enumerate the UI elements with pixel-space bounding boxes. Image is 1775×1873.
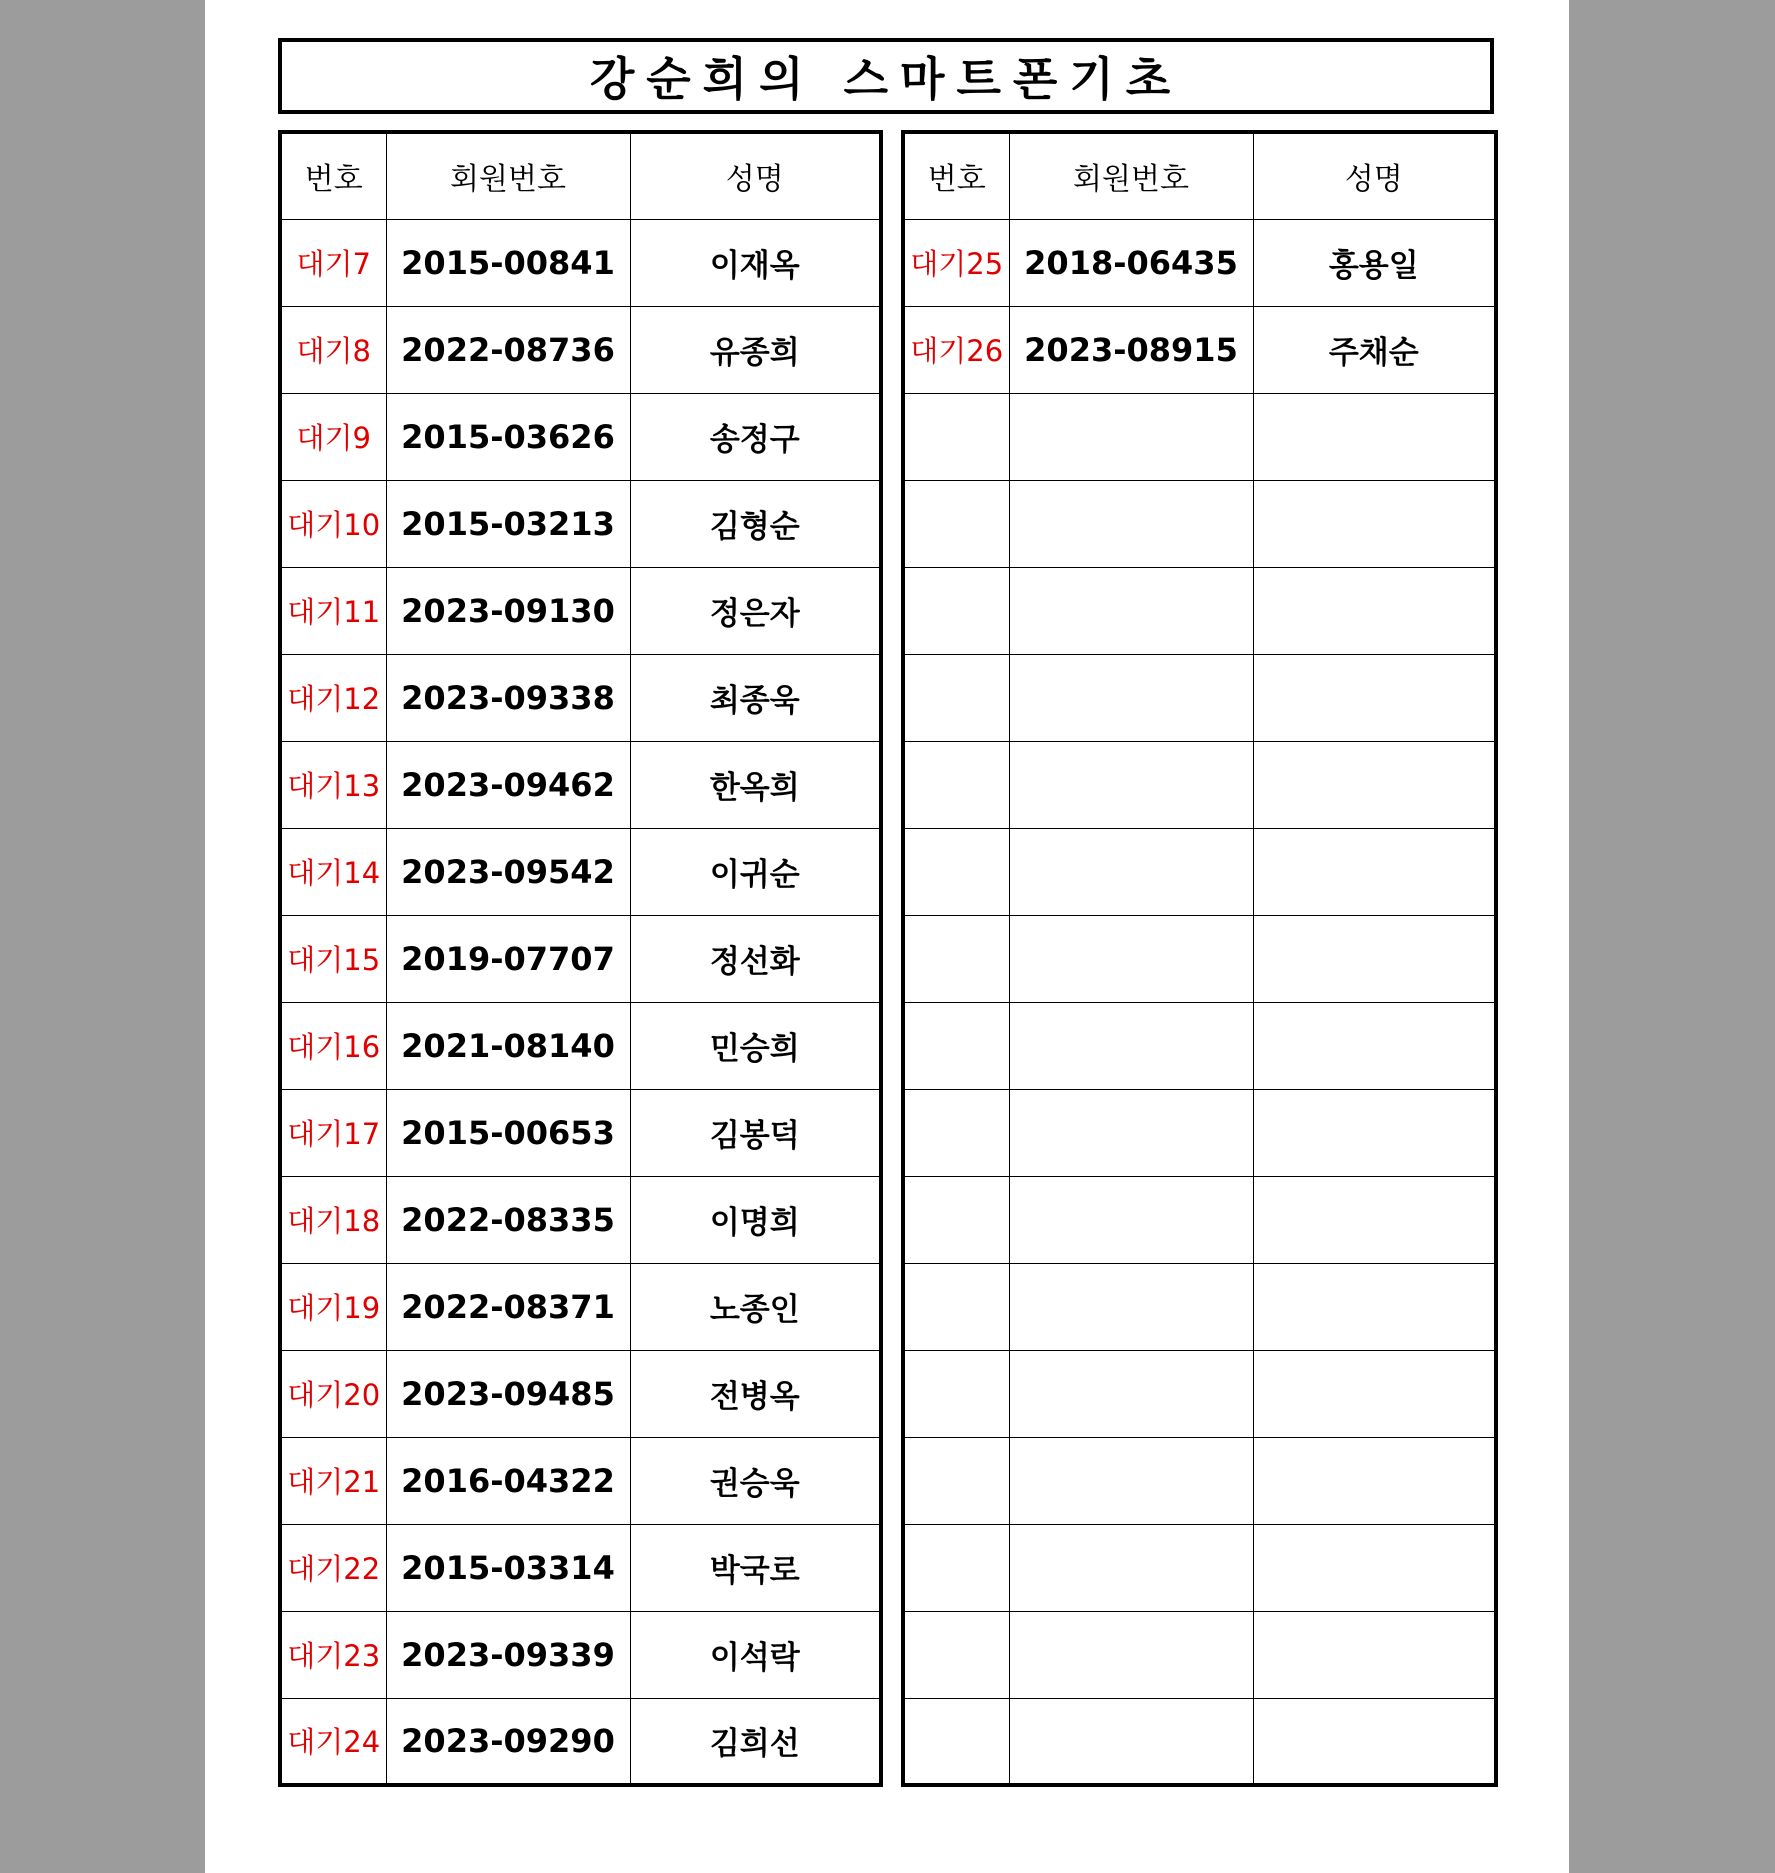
waitlist-number-cell: [903, 567, 1009, 654]
page-title: 강순희의 스마트폰기초: [589, 52, 1183, 106]
waitlist-number-cell: 대기8: [280, 306, 386, 393]
roster-table-right: [901, 130, 1498, 1787]
waitlist-number-cell: [903, 828, 1009, 915]
member-name-cell: 유종희: [630, 306, 881, 393]
waitlist-number-cell: [903, 1437, 1009, 1524]
member-id-cell: 2015-03213: [386, 480, 630, 567]
member-name-cell: 홍용일: [1253, 219, 1496, 306]
member-id-cell: 2023-09339: [386, 1611, 630, 1698]
table-row: [903, 741, 1496, 828]
table-row: [280, 306, 881, 393]
table-row: [280, 915, 881, 1002]
member-id-cell: [1009, 741, 1253, 828]
member-name-cell: 전병옥: [630, 1350, 881, 1437]
table-row: [903, 1437, 1496, 1524]
member-id-cell: [1009, 915, 1253, 1002]
roster-table-left: [278, 130, 883, 1787]
waitlist-number-cell: [903, 1263, 1009, 1350]
member-id-cell: 2022-08371: [386, 1263, 630, 1350]
waitlist-number-cell: 대기17: [280, 1089, 386, 1176]
member-name-cell: [1253, 1002, 1496, 1089]
member-name-cell: 주채순: [1253, 306, 1496, 393]
member-id-cell: [1009, 480, 1253, 567]
header-member-id: 회원번호: [386, 132, 630, 219]
member-name-cell: [1253, 1437, 1496, 1524]
waitlist-number-cell: [903, 1698, 1009, 1785]
table-row: [280, 480, 881, 567]
table-row: [280, 393, 881, 480]
waitlist-number-cell: [903, 654, 1009, 741]
member-name-cell: [1253, 1698, 1496, 1785]
member-id-cell: [1009, 1437, 1253, 1524]
header-member-id: 회원번호: [1009, 132, 1253, 219]
document-page: [205, 0, 1569, 1873]
member-name-cell: 김봉덕: [630, 1089, 881, 1176]
header-row: [903, 132, 1496, 219]
table-row: [280, 1611, 881, 1698]
member-id-cell: 2022-08335: [386, 1176, 630, 1263]
table-row: [280, 1176, 881, 1263]
table-row: [903, 915, 1496, 1002]
member-id-cell: 2015-00653: [386, 1089, 630, 1176]
member-id-cell: [1009, 828, 1253, 915]
member-id-cell: 2023-09485: [386, 1350, 630, 1437]
member-name-cell: [1253, 1350, 1496, 1437]
member-id-cell: [1009, 1089, 1253, 1176]
member-id-cell: 2015-03314: [386, 1524, 630, 1611]
member-name-cell: [1253, 1611, 1496, 1698]
header-no: 번호: [903, 132, 1009, 219]
member-name-cell: [1253, 567, 1496, 654]
waitlist-number-cell: 대기21: [280, 1437, 386, 1524]
member-id-cell: [1009, 567, 1253, 654]
waitlist-number-cell: 대기19: [280, 1263, 386, 1350]
header-row: [280, 132, 881, 219]
member-id-cell: 2023-08915: [1009, 306, 1253, 393]
member-name-cell: [1253, 1176, 1496, 1263]
member-name-cell: 김희선: [630, 1698, 881, 1785]
member-id-cell: [1009, 1263, 1253, 1350]
member-id-cell: [1009, 1176, 1253, 1263]
member-id-cell: 2018-06435: [1009, 219, 1253, 306]
header-name: 성명: [630, 132, 881, 219]
waitlist-number-cell: [903, 1002, 1009, 1089]
member-id-cell: 2023-09542: [386, 828, 630, 915]
title-box: [278, 38, 1494, 114]
member-name-cell: 이재옥: [630, 219, 881, 306]
member-name-cell: 송정구: [630, 393, 881, 480]
waitlist-number-cell: 대기15: [280, 915, 386, 1002]
member-name-cell: 이명희: [630, 1176, 881, 1263]
member-id-cell: [1009, 1350, 1253, 1437]
waitlist-number-cell: 대기13: [280, 741, 386, 828]
member-name-cell: 정은자: [630, 567, 881, 654]
waitlist-number-cell: [903, 393, 1009, 480]
waitlist-number-cell: [903, 1611, 1009, 1698]
table-row: [903, 828, 1496, 915]
waitlist-number-cell: [903, 1176, 1009, 1263]
member-id-cell: 2015-00841: [386, 219, 630, 306]
table-row: [280, 567, 881, 654]
table-row: [903, 1524, 1496, 1611]
waitlist-number-cell: 대기14: [280, 828, 386, 915]
member-name-cell: [1253, 654, 1496, 741]
table-row: [280, 1437, 881, 1524]
table-row: [280, 1263, 881, 1350]
waitlist-number-cell: [903, 1089, 1009, 1176]
table-row: [903, 1698, 1496, 1785]
waitlist-number-cell: 대기12: [280, 654, 386, 741]
table-row: [280, 1002, 881, 1089]
member-name-cell: 민승희: [630, 1002, 881, 1089]
member-name-cell: [1253, 828, 1496, 915]
member-id-cell: 2022-08736: [386, 306, 630, 393]
member-id-cell: [1009, 1524, 1253, 1611]
table-row: [280, 1698, 881, 1785]
member-name-cell: 노종인: [630, 1263, 881, 1350]
waitlist-number-cell: 대기7: [280, 219, 386, 306]
member-id-cell: [1009, 1611, 1253, 1698]
member-name-cell: [1253, 741, 1496, 828]
waitlist-number-cell: 대기24: [280, 1698, 386, 1785]
waitlist-number-cell: [903, 741, 1009, 828]
table-row: [280, 741, 881, 828]
member-id-cell: [1009, 1002, 1253, 1089]
table-row: [280, 828, 881, 915]
member-id-cell: 2023-09130: [386, 567, 630, 654]
table-row: [903, 1089, 1496, 1176]
waitlist-number-cell: 대기23: [280, 1611, 386, 1698]
table-row: [280, 1350, 881, 1437]
waitlist-number-cell: [903, 480, 1009, 567]
waitlist-number-cell: [903, 1350, 1009, 1437]
member-name-cell: [1253, 1089, 1496, 1176]
waitlist-number-cell: [903, 915, 1009, 1002]
member-id-cell: 2023-09338: [386, 654, 630, 741]
waitlist-number-cell: 대기9: [280, 393, 386, 480]
member-id-cell: [1009, 393, 1253, 480]
member-id-cell: 2023-09290: [386, 1698, 630, 1785]
member-name-cell: [1253, 915, 1496, 1002]
member-name-cell: [1253, 1263, 1496, 1350]
table-row: [903, 306, 1496, 393]
table-row: [903, 480, 1496, 567]
table-row: [280, 1089, 881, 1176]
header-name: 성명: [1253, 132, 1496, 219]
waitlist-number-cell: 대기16: [280, 1002, 386, 1089]
waitlist-number-cell: [903, 1524, 1009, 1611]
member-id-cell: 2019-07707: [386, 915, 630, 1002]
waitlist-number-cell: 대기25: [903, 219, 1009, 306]
member-id-cell: 2015-03626: [386, 393, 630, 480]
member-name-cell: 최종욱: [630, 654, 881, 741]
table-row: [903, 1002, 1496, 1089]
waitlist-number-cell: 대기11: [280, 567, 386, 654]
table-row: [280, 219, 881, 306]
waitlist-number-cell: 대기22: [280, 1524, 386, 1611]
waitlist-number-cell: 대기10: [280, 480, 386, 567]
table-row: [280, 1524, 881, 1611]
member-name-cell: 이석락: [630, 1611, 881, 1698]
table-row: [903, 219, 1496, 306]
member-name-cell: 권승욱: [630, 1437, 881, 1524]
member-name-cell: [1253, 393, 1496, 480]
table-row: [903, 654, 1496, 741]
table-row: [903, 567, 1496, 654]
member-name-cell: [1253, 1524, 1496, 1611]
member-name-cell: 정선화: [630, 915, 881, 1002]
member-name-cell: 박국로: [630, 1524, 881, 1611]
table-row: [903, 1263, 1496, 1350]
member-id-cell: [1009, 654, 1253, 741]
member-name-cell: 한옥희: [630, 741, 881, 828]
header-no: 번호: [280, 132, 386, 219]
table-row: [903, 1350, 1496, 1437]
table-row: [903, 1611, 1496, 1698]
waitlist-number-cell: 대기26: [903, 306, 1009, 393]
member-name-cell: [1253, 480, 1496, 567]
member-id-cell: 2023-09462: [386, 741, 630, 828]
member-name-cell: 김형순: [630, 480, 881, 567]
waitlist-number-cell: 대기18: [280, 1176, 386, 1263]
waitlist-number-cell: 대기20: [280, 1350, 386, 1437]
table-row: [280, 654, 881, 741]
member-id-cell: 2021-08140: [386, 1002, 630, 1089]
table-row: [903, 393, 1496, 480]
member-name-cell: 이귀순: [630, 828, 881, 915]
member-id-cell: [1009, 1698, 1253, 1785]
member-id-cell: 2016-04322: [386, 1437, 630, 1524]
table-row: [903, 1176, 1496, 1263]
